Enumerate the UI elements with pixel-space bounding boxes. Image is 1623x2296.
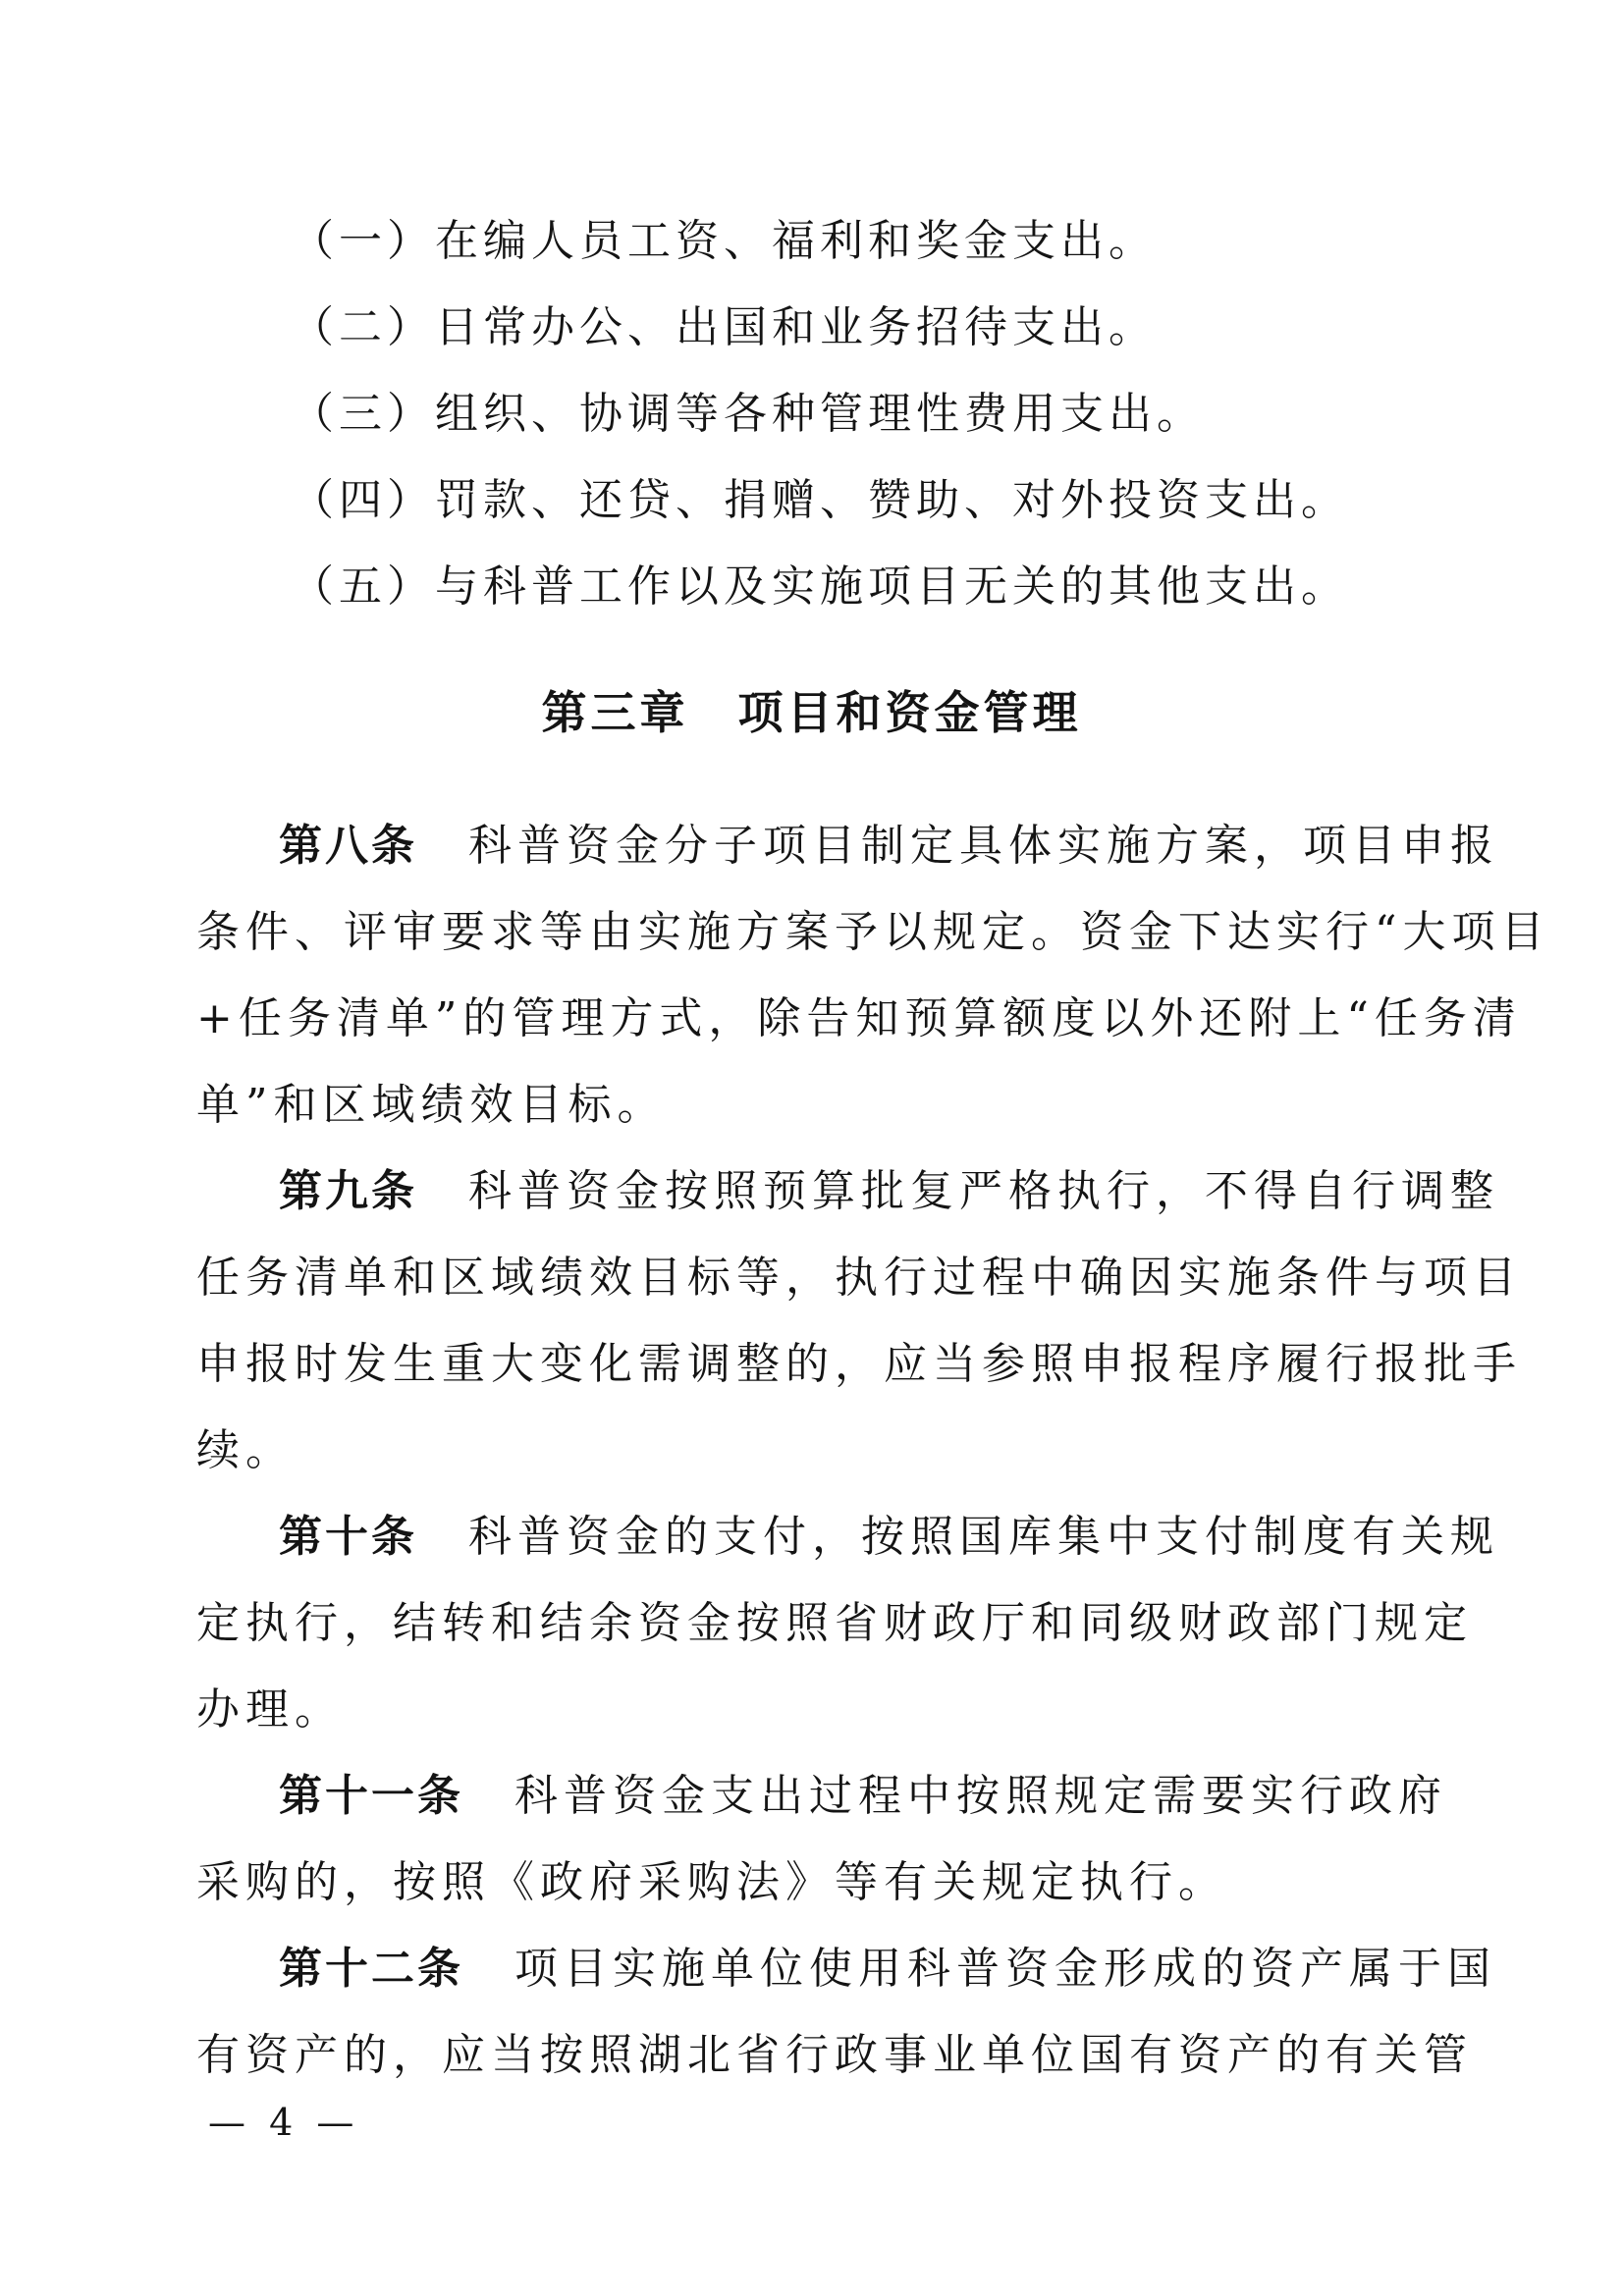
article-label: 第九条 [279, 1166, 417, 1216]
page-number: — 4 — [208, 2101, 360, 2144]
list-item-4: （四）罚款、还贷、捐赠、赞助、对外投资支出。 [291, 475, 1349, 525]
article-label: 第十条 [279, 1512, 417, 1562]
article-line: 第十条 科普资金的支付，按照国库集中支付制度有关规 [279, 1512, 1499, 1562]
article-label: 第十一条 [279, 1771, 463, 1821]
article-line: 任务清单和区域绩效目标等，执行过程中确因实施条件与项目 [196, 1253, 1522, 1303]
article-9 [196, 1162, 1522, 1480]
article-8 [196, 817, 1550, 1135]
article-line: 单”和区域绩效目标。 [196, 1080, 667, 1130]
article-line: 第十一条 科普资金支出过程中按照规定需要实行政府 [279, 1771, 1447, 1821]
article-line: +任务清单”的管理方式，除告知预算额度以外还附上“任务清 [196, 993, 1522, 1043]
article-line: 第九条 科普资金按照预算批复严格执行，不得自行调整 [279, 1166, 1499, 1216]
article-11 [196, 1767, 1447, 1912]
article-line: 办理。 [196, 1684, 344, 1735]
article-line: 采购的，按照《政府采购法》等有关规定执行。 [196, 1857, 1227, 1907]
article-line: 定执行，结转和结余资金按照省财政厅和同级财政部门规定 [196, 1598, 1473, 1648]
article-label: 第十二条 [279, 1944, 463, 1994]
list-item-3: （三）组织、协调等各种管理性费用支出。 [291, 389, 1205, 439]
article-line: 第十二条 项目实施单位使用科普资金形成的资产属于国 [279, 1944, 1496, 1994]
article-line: 条件、评审要求等由实施方案予以规定。资金下达实行“大项目 [196, 907, 1550, 957]
article-line: 续。 [196, 1425, 295, 1475]
article-line: 有资产的，应当按照湖北省行政事业单位国有资产的有关管 [196, 2030, 1473, 2080]
article-line: 第八条 科普资金分子项目制定具体实施方案，项目申报 [279, 821, 1499, 871]
list-item-5: （五）与科普工作以及实施项目无关的其他支出。 [291, 561, 1349, 612]
article-10 [196, 1508, 1499, 1739]
list-item-2: （二）日常办公、出国和业务招待支出。 [291, 302, 1157, 352]
article-12 [196, 1940, 1496, 2085]
chapter-title: 第三章 项目和资金管理 [541, 686, 1082, 739]
article-line: 申报时发生重大变化需调整的，应当参照申报程序履行报批手 [196, 1339, 1522, 1389]
article-label: 第八条 [279, 821, 417, 871]
list-item-1: （一）在编人员工资、福利和奖金支出。 [291, 216, 1157, 266]
